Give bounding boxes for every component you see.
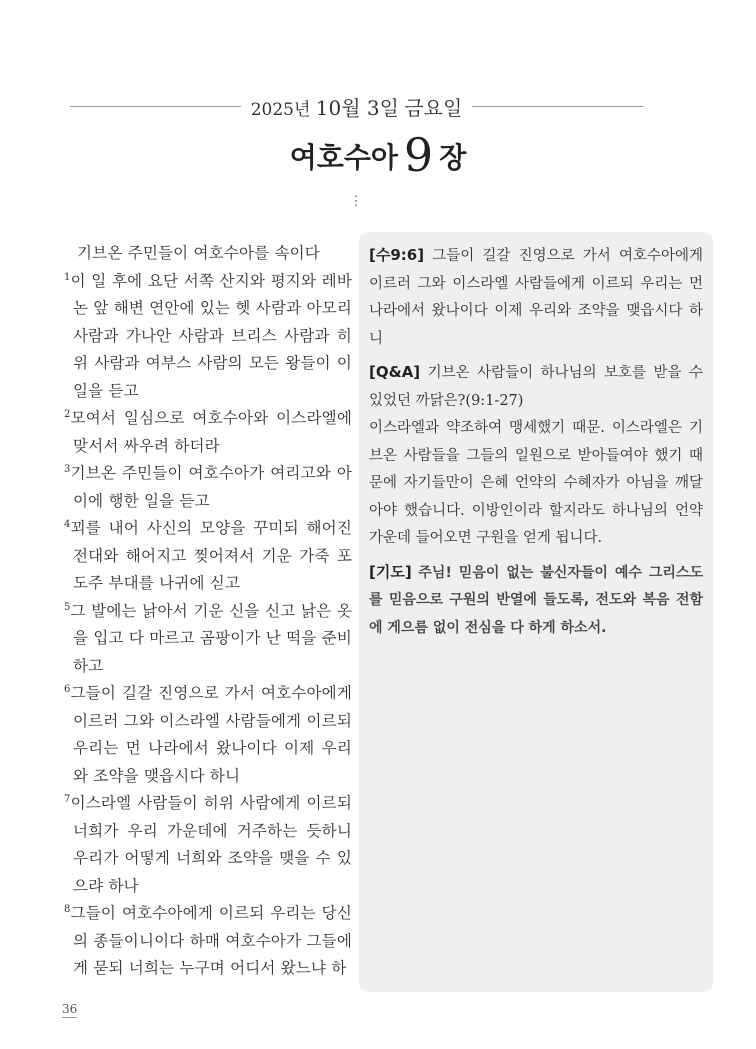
- key-verse-tag: [수9:6]: [369, 246, 425, 264]
- qa-answer: 이스라엘과 약조하여 맹세했기 때문. 이스라엘은 기브온 사람들을 그들의 일원으로 받아들여야 했기 때문에 자기들만이 은혜 언약의 수혜자가 아님을 깨달아야 했습니다. 이방인이라 할지라도 하나님의 언약 가운데 들어오면 구원을 얻게 됩니다.: [369, 420, 703, 546]
- verse-number: 5: [64, 601, 71, 613]
- verse-number: 2: [64, 409, 71, 420]
- key-verse: [369, 242, 703, 353]
- verse: [64, 405, 352, 460]
- qa-section: [369, 359, 703, 553]
- verse: [64, 268, 352, 406]
- verse-text: 이스라엘 사람들이 히위 사람에게 이르되 너희가 우리 가운데에 거주하는 듯하니 우리가 어떻게 너희와 조약을 맺을 수 있으랴 하나: [70, 794, 352, 895]
- key-verse-text: 그들이 길갈 진영으로 가서 여호수아에게 이르러 그와 이스라엘 사람들에게 이르되 우리는 먼 나라에서 왔나이다 이제 우리와 조약을 맺읍시다 하니: [369, 248, 704, 347]
- verse: [64, 900, 352, 983]
- verse: [64, 790, 352, 900]
- verse: [64, 460, 352, 515]
- date-header: [70, 92, 643, 120]
- page-number: 36: [62, 1002, 78, 1016]
- title-book: 여호수아: [289, 141, 398, 174]
- verse-number: 6: [64, 684, 71, 695]
- page-title: [0, 128, 756, 182]
- verse-number: 7: [64, 794, 71, 805]
- verse-text: 꾀를 내어 사신의 모양을 꾸미되 해어진 전대와 해어지고 찢어져서 기운 가죽 포도주 부대를 나귀에 싣고: [70, 519, 352, 592]
- verse-text: 기브온 주민들이 여호수아가 여리고와 아이에 행한 일을 듣고: [70, 464, 352, 510]
- commentary-box: [359, 232, 713, 992]
- qa-question: 기브온 사람들이 하나님의 보호를 받을 수 있었던 까닭은?(9:1-27): [369, 365, 703, 409]
- verse-text: 그 발에는 낡아서 기운 신을 신고 낡은 옷을 입고 다 마르고 곰팡이가 난 떡을 준비하고: [70, 601, 352, 675]
- title-chapter: 9: [403, 128, 434, 182]
- verse-text: 모여서 일심으로 여호수아와 이스라엘에 맞서서 싸우려 하더라: [70, 409, 352, 455]
- verse: [64, 515, 352, 598]
- qa-tag: [Q&A]: [369, 363, 421, 381]
- prayer-tag: [기도]: [369, 562, 412, 581]
- scripture-column: [64, 240, 352, 983]
- verse-text: 그들이 여호수아에게 이르되 우리는 당신의 종들이니이다 하매 여호수아가 그들에게 묻되 너희는 누구며 어디서 왔느냐 하: [70, 904, 352, 977]
- title-suffix: 장: [439, 141, 467, 174]
- verse: [64, 680, 352, 790]
- date-rule-right: [472, 106, 643, 107]
- date-year: 2025년: [250, 99, 311, 120]
- verse-number: 4: [64, 519, 71, 530]
- verse-number: 8: [64, 904, 71, 915]
- verse: [64, 598, 352, 681]
- date-rule-left: [70, 106, 241, 107]
- verse-number: 1: [64, 271, 71, 283]
- verse-number: 3: [64, 464, 71, 475]
- date-month-day: 10월 3일: [315, 95, 399, 120]
- verse-text: 이 일 후에 요단 서쪽 산지와 평지와 레바논 앞 해변 연안에 있는 헷 사람과 아모리 사람과 가나안 사람과 브리스 사람과 히위 사람과 여부스 사람의 모든 왕들이 이 일을 듣고: [70, 271, 352, 400]
- prayer-section: [369, 559, 703, 643]
- date-text: [241, 92, 473, 121]
- scripture-heading: 기브온 주민들이 여호수아를 속이다: [77, 244, 320, 262]
- prayer-text: 주님! 믿음이 없는 불신자들이 예수 그리스도를 믿음으로 구원의 반열에 들도록, 전도와 복음 전함에 게으름 없이 전심을 다 하게 하소서.: [369, 564, 704, 636]
- divider-dots-icon: ⋮: [349, 194, 363, 209]
- date-weekday: 금요일: [404, 95, 463, 120]
- verse-text: 그들이 길갈 진영으로 가서 여호수아에게 이르러 그와 이스라엘 사람들에게 이르되 우리는 먼 나라에서 왔나이다 이제 우리와 조약을 맺읍시다 하니: [70, 684, 352, 785]
